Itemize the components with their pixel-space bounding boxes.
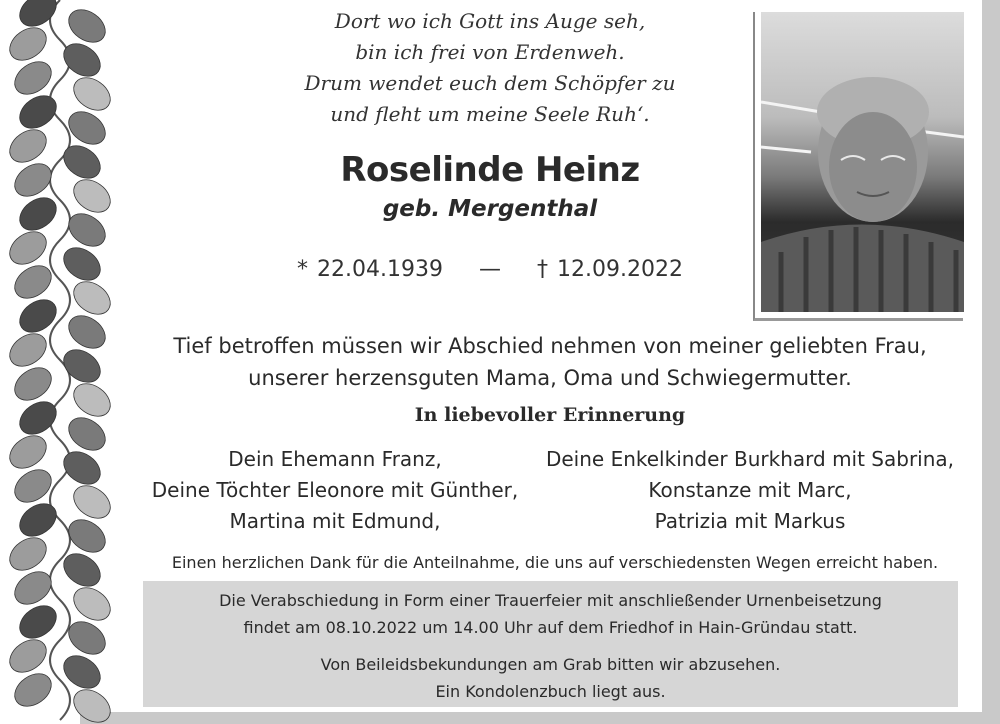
leaf xyxy=(9,565,58,611)
leaf xyxy=(68,581,117,627)
leaf xyxy=(58,139,107,185)
eucalyptus-leaves-decoration xyxy=(0,0,130,724)
leaf xyxy=(68,479,117,525)
intro-line: Tief betroffen müssen wir Abschied nehmen von meiner geliebten Frau, xyxy=(173,334,927,358)
leaf xyxy=(58,37,107,83)
portrait-photo xyxy=(761,12,964,312)
poem-line: bin ich frei von Erdenweh. xyxy=(355,40,625,64)
leaf xyxy=(58,241,107,287)
note-line: Von Beileidsbekundungen am Grab bitten wir abzusehen. xyxy=(320,655,781,674)
leaf xyxy=(68,275,117,321)
leaf xyxy=(68,683,117,724)
family-line: Deine Töchter Eleonore mit Günther, xyxy=(151,478,519,502)
deceased-name: Roselinde Heinz xyxy=(340,150,640,190)
family-line: Konstanze mit Marc, xyxy=(648,478,852,502)
birth-date: * 22.04.1939 xyxy=(297,257,444,282)
family-line: Deine Enkelkinder Burkhard mit Sabrina, xyxy=(545,447,955,471)
life-dates xyxy=(190,257,790,282)
leaf xyxy=(14,497,63,543)
ceremony-line: Die Verabschiedung in Form einer Trauerfeier mit anschließender Urnenbeisetzung xyxy=(219,591,882,610)
right-border xyxy=(982,0,1000,724)
leaf xyxy=(4,123,53,169)
leaf xyxy=(63,309,112,355)
leaf xyxy=(9,157,58,203)
maiden-name: geb. Mergenthal xyxy=(382,196,598,222)
poem-line: und fleht um meine Seele Ruh‘. xyxy=(330,102,650,126)
leaf xyxy=(68,173,117,219)
leaf xyxy=(4,21,53,67)
leaf xyxy=(4,327,53,373)
family-line: Martina mit Edmund, xyxy=(229,509,441,533)
leaf xyxy=(14,191,63,237)
leaf xyxy=(58,445,107,491)
leaf xyxy=(14,599,63,645)
poem-line: Drum wendet euch dem Schöpfer zu xyxy=(304,71,676,95)
death-date: † 12.09.2022 xyxy=(536,257,683,282)
family-line: Patrizia mit Markus xyxy=(654,509,846,533)
ceremony-info-box xyxy=(143,581,958,707)
poem-line: Dort wo ich Gott ins Auge seh, xyxy=(334,9,646,33)
ceremony-line: findet am 08.10.2022 um 14.00 Uhr auf dem Friedhof in Hain-Gründau statt. xyxy=(243,618,858,637)
leaf xyxy=(4,531,53,577)
memory-heading: In liebevoller Erinnerung xyxy=(414,404,686,426)
note-line: Ein Kondolenzbuch liegt aus. xyxy=(435,682,666,701)
thanks-text: Einen herzlichen Dank für die Anteilnahme, die uns auf verschiedensten Wegen erreicht haben. xyxy=(171,553,939,572)
leaf xyxy=(68,71,117,117)
leaf xyxy=(4,429,53,475)
leaf xyxy=(63,3,112,49)
leaf xyxy=(14,89,63,135)
leaf xyxy=(4,225,53,271)
family-right xyxy=(535,444,965,537)
date-separator: — xyxy=(479,257,501,282)
intro-line: unserer herzensguten Mama, Oma und Schwiegermutter. xyxy=(248,366,852,390)
poem xyxy=(190,6,790,130)
leaf xyxy=(14,293,63,339)
leaf xyxy=(63,513,112,559)
leaf xyxy=(58,343,107,389)
bottom-border xyxy=(80,712,1000,724)
leaf xyxy=(68,377,117,423)
leaf xyxy=(9,667,58,713)
leaf xyxy=(63,411,112,457)
leaf xyxy=(58,649,107,695)
leaf xyxy=(9,361,58,407)
family-line: Dein Ehemann Franz, xyxy=(228,447,442,471)
family-left xyxy=(140,444,530,537)
intro-text xyxy=(140,330,960,394)
portrait-frame xyxy=(753,12,963,321)
leaf xyxy=(4,633,53,679)
